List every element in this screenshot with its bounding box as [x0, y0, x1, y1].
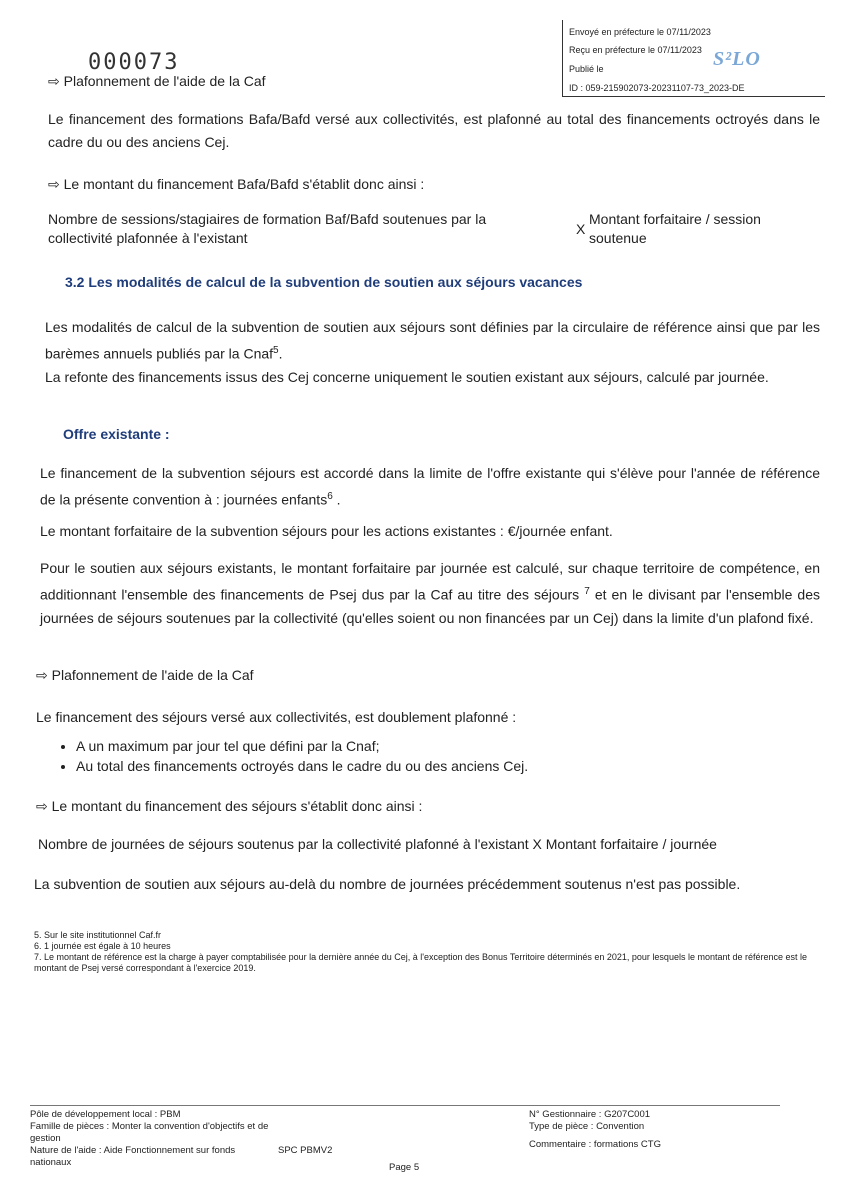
stamp-received-date: Reçu en préfecture le 07/11/2023	[569, 45, 702, 55]
soutien-text-a: Pour le soutien aux séjours existants, le montant forfaitaire par journée est calculé, sur chaque territoire de compétence, en additionnant l'ensemble des financements de Psej dus par la Caf au titre des séjours	[40, 560, 820, 603]
footnote-ref-5: 5	[273, 345, 279, 356]
page-number: Page 5	[389, 1162, 420, 1173]
list-item: • A un maximum par jour tel que défini par la Cnaf;	[76, 736, 528, 756]
footnotes	[34, 930, 824, 974]
footer-gestionnaire: N° Gestionnaire : G207C001	[529, 1109, 651, 1120]
footer-spc: SPC PBMV2	[278, 1145, 333, 1156]
modalites-paragraph	[45, 316, 820, 389]
footer-left	[30, 1109, 290, 1169]
double-plafond-paragraph: Le financement des séjours versé aux collectivités, est doublement plafonné :	[36, 709, 517, 725]
footer-divider	[30, 1105, 780, 1106]
footer-pole: Pôle de développement local : PBM	[30, 1109, 181, 1120]
footnote-7: 7. Le montant de référence est la charge à payer comptabilisée pour la dernière année du Cej, à l'exception des Bonus Territoire déterminés en 2021, pour lesquels le montant de référence est le montant de Psej versé correspondant à l'exercice 2019.	[34, 952, 808, 973]
sejours-formula: Nombre de journées de séjours soutenus par la collectivité plafonné à l'existant X Montant forfaitaire / journée	[38, 836, 717, 852]
footer-type: Type de pièce : Convention	[529, 1121, 645, 1132]
stamp-sent-date: Envoyé en préfecture le 07/11/2023	[569, 27, 711, 37]
offre-existante-title: Offre existante :	[63, 426, 170, 442]
bafa-formula-x: X	[576, 221, 586, 237]
forfait-paragraph: Le montant forfaitaire de la subvention séjours pour les actions existantes : €/journée enfant.	[40, 523, 613, 539]
sejours-montant-intro: ⇨ Le montant du financement des séjours s'établit donc ainsi :	[36, 798, 423, 814]
stamp-published: Publié le	[569, 64, 604, 74]
footer-nature: Nature de l'aide : Aide Fonctionnement sur fonds nationaux	[30, 1145, 236, 1168]
prefecture-stamp	[562, 20, 825, 97]
section-3-2-title: 3.2 Les modalités de calcul de la subvention de soutien aux séjours vacances	[65, 274, 583, 290]
footnote-5: 5. Sur le site institutionnel Caf.fr	[34, 930, 162, 940]
offre-end: .	[332, 491, 341, 508]
footer-commentaire: Commentaire : formations CTG	[529, 1139, 661, 1150]
footnote-6: 6. 1 journée est égale à 10 heures	[34, 941, 171, 951]
refonte-text: La refonte des financements issus des Cej concerne uniquement le soutien existant aux séjours, calculé par journée.	[45, 368, 769, 385]
offre-paragraph	[40, 462, 820, 512]
footnote-ref-6: 6	[327, 491, 333, 502]
footer-famille: Famille de pièces : Monter la convention d'objectifs et de gestion	[30, 1121, 269, 1144]
soutien-paragraph	[40, 557, 820, 630]
plafond-bullet-list	[36, 736, 528, 776]
document-number: 000073	[88, 50, 180, 75]
s2lo-logo: S²LO	[713, 48, 761, 70]
bafa-montant-intro: ⇨ Le montant du financement Bafa/Bafd s'établit donc ainsi :	[48, 176, 425, 192]
bafa-paragraph: Le financement des formations Bafa/Bafd versé aux collectivités, est plafonné au total des financements octroyés dans le cadre du ou des anciens Cej.	[48, 111, 820, 150]
offre-text: Le financement de la subvention séjours est accordé dans la limite de l'offre existante qui s'élève pour l'année de référence de la présente convention à : journées enfants	[40, 465, 820, 508]
modalites-text: Les modalités de calcul de la subvention de soutien aux séjours sont définies par la circulaire de référence ainsi que par les barèmes annuels publiés par la Cnaf	[45, 319, 820, 362]
bafa-formula-right: Montant forfaitaire / session soutenue	[589, 211, 761, 246]
footnote-ref-7: 7	[584, 586, 590, 597]
stamp-id: ID : 059-215902073-20231107-73_2023-DE	[569, 83, 745, 93]
bafa-formula-left: Nombre de sessions/stagiaires de formation Baf/Bafd soutenues par la collectivité plafonnée à l'existant	[48, 211, 487, 246]
list-item: • Au total des financements octroyés dans le cadre du ou des anciens Cej.	[76, 756, 528, 776]
footer-right	[529, 1109, 661, 1151]
last-paragraph: La subvention de soutien aux séjours au-delà du nombre de journées précédemment soutenus n'est pas possible.	[34, 876, 741, 892]
plafonnement-heading-sejours: ⇨ Plafonnement de l'aide de la Caf	[36, 667, 254, 683]
soutien-text-b: et en le divisant par l'ensemble des journées de séjours soutenues par la collectivité (qu'elles soient ou non financées par un Cej) dans la limite d'un plafond fixé.	[40, 586, 821, 626]
modalites-end: .	[278, 345, 283, 362]
plafonnement-heading-bafa: ⇨ Plafonnement de l'aide de la Caf	[48, 73, 266, 89]
